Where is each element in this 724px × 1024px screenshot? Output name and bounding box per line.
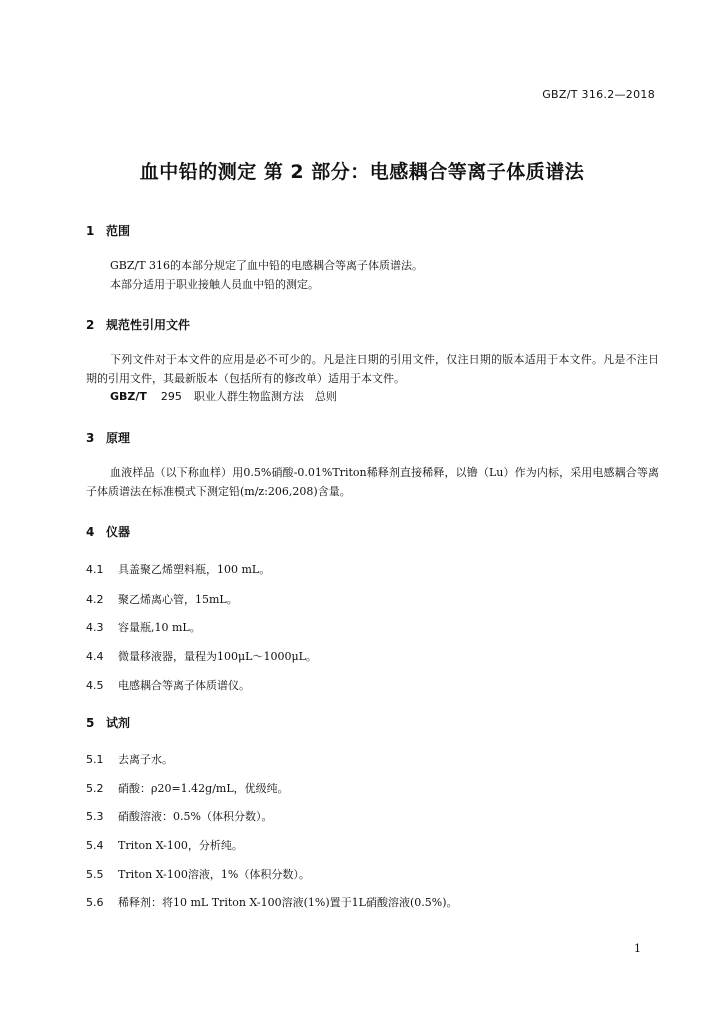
document-title: 血中铅的测定 第 2 部分：电感耦合等离子体质谱法 [139, 161, 585, 183]
instrument-item [86, 591, 238, 607]
section-1-heading [86, 222, 130, 239]
item-number: 5.1 [86, 753, 104, 766]
item-number: 4.4 [86, 650, 104, 663]
principle-paragraph: 血液样品（以下称血样）用0.5%硝酸-0.01%Triton稀释剂直接稀释，以镥（Lu）作为内标，采用电感耦合等离子体质谱法在标准模式下测定铅(m/z:206,208)含量。 [86, 466, 659, 498]
reagent-item [86, 780, 289, 796]
reagent-item [86, 751, 173, 767]
item-text: 稀释剂：将10 mL Triton X-100溶液(1%)置于1L硝酸溶液(0.5%)。 [118, 896, 458, 909]
item-text: Triton X-100溶液，1%（体积分数）。 [118, 868, 310, 881]
reference-number: 295 [160, 390, 182, 403]
standard-code: GBZ/T 316.2—2018 [542, 88, 655, 101]
scope-paragraph-2: 本部分适用于职业接触人员血中铅的测定。 [110, 278, 319, 291]
instrument-item [86, 648, 317, 664]
item-text: 聚乙烯离心管，15mL。 [118, 593, 238, 606]
section-title: 试剂 [106, 716, 131, 730]
item-text: 硝酸：ρ20=1.42g/mL，优级纯。 [118, 782, 289, 795]
reagent-item [86, 808, 272, 824]
item-number: 5.4 [86, 839, 104, 852]
section-5-heading [86, 714, 130, 731]
item-number: 5.5 [86, 868, 104, 881]
section-title: 仪器 [106, 525, 131, 539]
section-number: 4 [86, 525, 95, 539]
reagent-item [86, 894, 457, 910]
section-number: 3 [86, 431, 95, 445]
section-2-heading [86, 316, 190, 333]
item-text: Triton X-100，分析纯。 [118, 839, 243, 852]
item-number: 4.2 [86, 593, 104, 606]
instrument-item [86, 619, 201, 635]
item-text: 容量瓶,10 mL。 [118, 621, 201, 634]
item-text: 硝酸溶液：0.5%（体积分数）。 [118, 810, 273, 823]
item-text: 具盖聚乙烯塑料瓶，100 mL。 [118, 563, 271, 576]
reagent-item [86, 837, 243, 853]
reagent-item [86, 866, 310, 882]
normative-reference [110, 388, 337, 404]
page-number: 1 [634, 942, 641, 955]
instrument-item [86, 677, 250, 693]
item-number: 5.6 [86, 896, 104, 909]
item-text: 去离子水。 [118, 753, 173, 766]
section-number: 5 [86, 716, 95, 730]
item-number: 5.3 [86, 810, 104, 823]
section-4-heading [86, 523, 130, 540]
item-number: 4.1 [86, 563, 104, 576]
references-paragraph: 下列文件对于本文件的应用是必不可少的。凡是注日期的引用文件，仅注日期的版本适用于本文件。凡是不注日期的引用文件，其最新版本（包括所有的修改单）适用于本文件。 [86, 353, 659, 385]
section-title: 原理 [106, 431, 131, 445]
item-number: 4.5 [86, 679, 104, 692]
section-3-heading [86, 429, 130, 446]
section-number: 1 [86, 224, 95, 238]
reference-code: GBZ/T [110, 390, 147, 403]
scope-paragraph-1: GBZ/T 316的本部分规定了血中铅的电感耦合等离子体质谱法。 [110, 259, 424, 272]
section-number: 2 [86, 318, 95, 332]
instrument-item [86, 561, 270, 577]
item-number: 4.3 [86, 621, 104, 634]
item-text: 电感耦合等离子体质谱仪。 [118, 679, 250, 692]
section-title: 规范性引用文件 [106, 318, 191, 332]
section-title: 范围 [106, 224, 131, 238]
reference-title: 职业人群生物监测方法 总则 [193, 390, 337, 403]
item-number: 5.2 [86, 782, 104, 795]
item-text: 微量移液器，量程为100μL～1000μL。 [118, 650, 317, 663]
